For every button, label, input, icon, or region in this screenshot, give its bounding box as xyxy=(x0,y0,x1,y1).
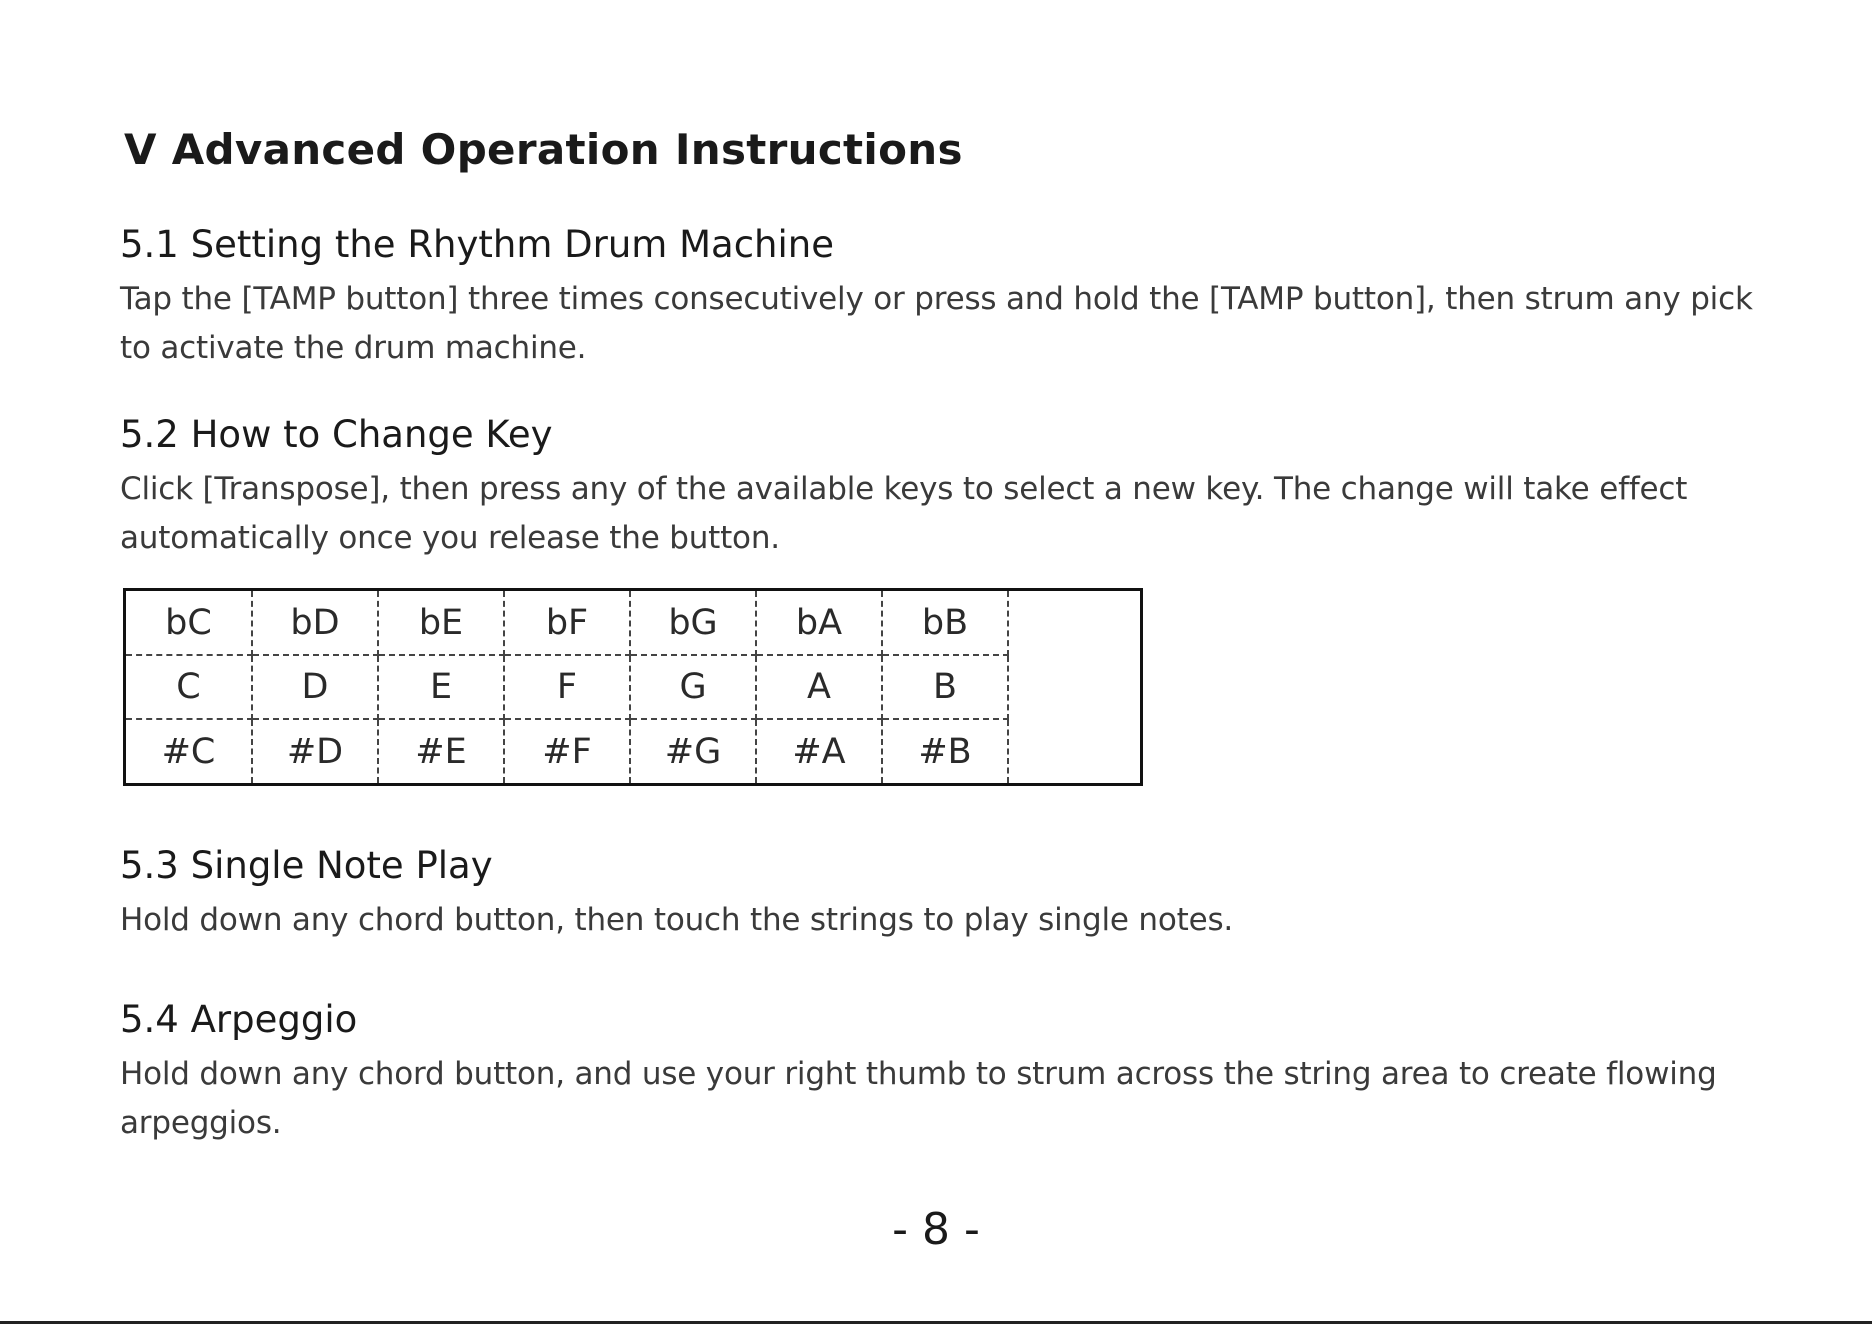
section-drum-machine xyxy=(120,215,1760,373)
section-body: Tap the [TAMP button] three times consecutively or press and hold the [TAMP button], then strum any pick to activate the drum machine. xyxy=(120,281,1753,366)
section-body: Hold down any chord button, and use your right thumb to strum across the string area to create flowing arpeggios. xyxy=(120,1056,1717,1141)
key-cell: A xyxy=(756,655,882,719)
section-single-note xyxy=(120,836,1760,945)
key-cell: F xyxy=(504,655,630,719)
section-change-key xyxy=(120,405,1760,563)
key-cell: bC xyxy=(126,591,252,655)
section-arpeggio xyxy=(120,990,1760,1148)
section-body: Click [Transpose], then press any of the available keys to select a new key. The change will take effect automatically once you release the button. xyxy=(120,471,1688,556)
key-cell: bE xyxy=(378,591,504,655)
key-cell: #C xyxy=(126,719,252,783)
key-cell: G xyxy=(630,655,756,719)
table-row-sharp xyxy=(126,719,1008,783)
key-cell: bF xyxy=(504,591,630,655)
key-cell: bB xyxy=(882,591,1008,655)
key-cell: B xyxy=(882,655,1008,719)
key-table-frame xyxy=(123,588,1143,786)
key-cell: #B xyxy=(882,719,1008,783)
key-cell: #A xyxy=(756,719,882,783)
section-heading: 5.1 Setting the Rhythm Drum Machine xyxy=(120,223,834,266)
key-cell: bG xyxy=(630,591,756,655)
key-cell: E xyxy=(378,655,504,719)
page-number: - 8 - xyxy=(892,1204,980,1255)
key-cell: bD xyxy=(252,591,378,655)
section-heading: 5.2 How to Change Key xyxy=(120,413,553,456)
section-body: Hold down any chord button, then touch the strings to play single notes. xyxy=(120,902,1234,938)
key-cell: #G xyxy=(630,719,756,783)
key-cell: #D xyxy=(252,719,378,783)
table-row-natural xyxy=(126,655,1008,719)
key-cell: bA xyxy=(756,591,882,655)
section-heading: 5.4 Arpeggio xyxy=(120,998,358,1041)
key-table xyxy=(126,591,1009,783)
key-cell: D xyxy=(252,655,378,719)
section-heading: 5.3 Single Note Play xyxy=(120,844,493,887)
key-cell: C xyxy=(126,655,252,719)
key-cell: #E xyxy=(378,719,504,783)
key-cell: #F xyxy=(504,719,630,783)
chapter-title: V Advanced Operation Instructions xyxy=(124,125,963,174)
table-row-flat xyxy=(126,591,1008,655)
